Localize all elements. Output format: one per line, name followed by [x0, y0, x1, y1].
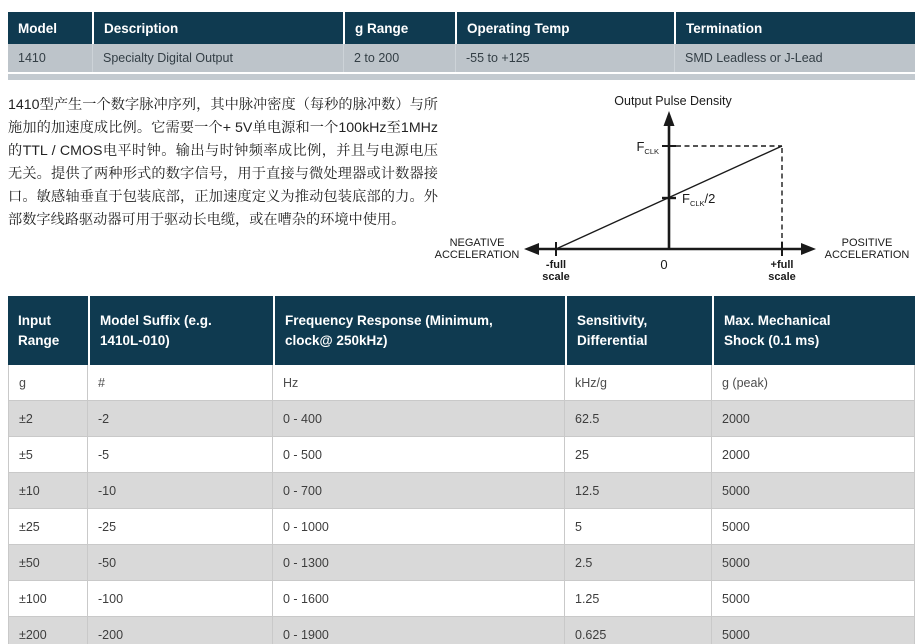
specifications-table: [8, 296, 915, 644]
cell-sensitivity: 12.5: [565, 473, 712, 509]
neg-full-scale-label-line1: -full: [545, 259, 567, 271]
cell-input-range: ±50: [8, 545, 88, 581]
cell-frequency: 0 - 500: [273, 437, 565, 473]
table-row: [8, 617, 915, 644]
column-header-operating-temp: Operating Temp: [455, 12, 674, 44]
summary-data-row: [8, 44, 915, 72]
table-row: [8, 473, 915, 509]
unit-shock: g (peak): [712, 365, 915, 401]
left-arrowhead-icon: [524, 243, 539, 255]
positive-acceleration-label-line1: POSITIVE: [841, 237, 893, 249]
cell-sensitivity: 1.25: [565, 581, 712, 617]
negative-acceleration-label-line1: NEGATIVE: [449, 237, 505, 249]
table-row: [8, 581, 915, 617]
cell-frequency: 0 - 700: [273, 473, 565, 509]
table-row: [8, 437, 915, 473]
column-header-termination: Termination: [674, 12, 915, 44]
cell-input-range: ±10: [8, 473, 88, 509]
neg-full-scale-label-line2: scale: [542, 271, 570, 283]
cell-shock: 2000: [712, 401, 915, 437]
column-header-model: Model: [8, 12, 92, 44]
fclk-half-label: $F_{CLK}/2$: [682, 191, 716, 208]
table-row: [8, 401, 915, 437]
cell-model-suffix: -50: [88, 545, 273, 581]
cell-shock: 5000: [712, 617, 915, 644]
unit-frequency: Hz: [273, 365, 565, 401]
product-summary-table: [8, 12, 915, 72]
column-header-sensitivity: Sensitivity, Differential: [565, 296, 712, 365]
pos-full-scale-label-line2: scale: [768, 271, 796, 283]
cell-g-range: 2 to 200: [343, 44, 455, 72]
unit-sensitivity: kHz/g: [565, 365, 712, 401]
cell-operating-temp: -55 to +125: [455, 44, 674, 72]
cell-model-suffix: -10: [88, 473, 273, 509]
cell-model-suffix: -5: [88, 437, 273, 473]
cell-sensitivity: 0.625: [565, 617, 712, 644]
cell-termination: SMD Leadless or J-Lead: [674, 44, 915, 72]
units-row: [8, 365, 915, 401]
cell-input-range: ±5: [8, 437, 88, 473]
column-header-model-suffix: Model Suffix (e.g. 1410L-010): [88, 296, 273, 365]
right-arrowhead-icon: [801, 243, 816, 255]
cell-sensitivity: 62.5: [565, 401, 712, 437]
cell-shock: 5000: [712, 473, 915, 509]
fclk-label: $F_{CLK}$: [636, 139, 659, 156]
table-row: [8, 545, 915, 581]
table-row: [8, 509, 915, 545]
table-bottom-strip: [8, 74, 915, 80]
cell-sensitivity: 2.5: [565, 545, 712, 581]
cell-input-range: ±100: [8, 581, 88, 617]
cell-shock: 5000: [712, 509, 915, 545]
cell-model-suffix: -200: [88, 617, 273, 644]
column-header-max-shock: Max. Mechanical Shock (0.1 ms): [712, 296, 915, 365]
cell-model-suffix: -2: [88, 401, 273, 437]
cell-input-range: ±2: [8, 401, 88, 437]
vertical-axis: [664, 111, 675, 250]
column-header-description: Description: [92, 12, 343, 44]
positive-acceleration-label-line2: ACCELERATION: [824, 249, 910, 261]
transfer-function-diagram: [430, 90, 922, 285]
cell-description: Specialty Digital Output: [92, 44, 343, 72]
cell-frequency: 0 - 400: [273, 401, 565, 437]
cell-shock: 5000: [712, 581, 915, 617]
cell-frequency: 0 - 1900: [273, 617, 565, 644]
cell-input-range: ±25: [8, 509, 88, 545]
cell-frequency: 0 - 1300: [273, 545, 565, 581]
cell-input-range: ±200: [8, 617, 88, 644]
diagram-title: Output Pulse Density: [614, 94, 732, 108]
cell-model-suffix: -25: [88, 509, 273, 545]
summary-header-row: [8, 12, 915, 44]
cell-shock: 5000: [712, 545, 915, 581]
cell-frequency: 0 - 1000: [273, 509, 565, 545]
zero-label: 0: [660, 257, 668, 272]
cell-sensitivity: 25: [565, 437, 712, 473]
product-description-text: 1410型产生一个数字脉冲序列，其中脉冲密度（每秒的脉冲数）与所施加的加速度成比例。它需要一个+ 5V单电源和一个100kHz至1MHz的TTL / CMOS电平时钟。输出与时钟频率成比例，并且与电源电压无关。提供了两种形式的数字信号，用于直接与微处理器或计数器接口。敏感轴垂直于包装底部，正加速度定义为推动包装底部的力。外部数字线路驱动器可用于驱动长电缆，或在嘈杂的环境中使用。: [8, 97, 438, 228]
unit-input-range: g: [8, 365, 88, 401]
cell-shock: 2000: [712, 437, 915, 473]
unit-model-suffix: #: [88, 365, 273, 401]
column-header-frequency-response: Frequency Response (Minimum, clock@ 250kHz): [273, 296, 565, 365]
cell-model-suffix: -100: [88, 581, 273, 617]
column-header-input-range: Input Range: [8, 296, 88, 365]
cell-model: 1410: [8, 44, 92, 72]
negative-acceleration-label-line2: ACCELERATION: [434, 249, 520, 261]
cell-frequency: 0 - 1600: [273, 581, 565, 617]
up-arrowhead-icon: [664, 111, 675, 126]
cell-sensitivity: 5: [565, 509, 712, 545]
column-header-g-range: g Range: [343, 12, 455, 44]
spec-header-row: [8, 296, 915, 365]
pos-full-scale-label-line1: +full: [770, 259, 794, 271]
